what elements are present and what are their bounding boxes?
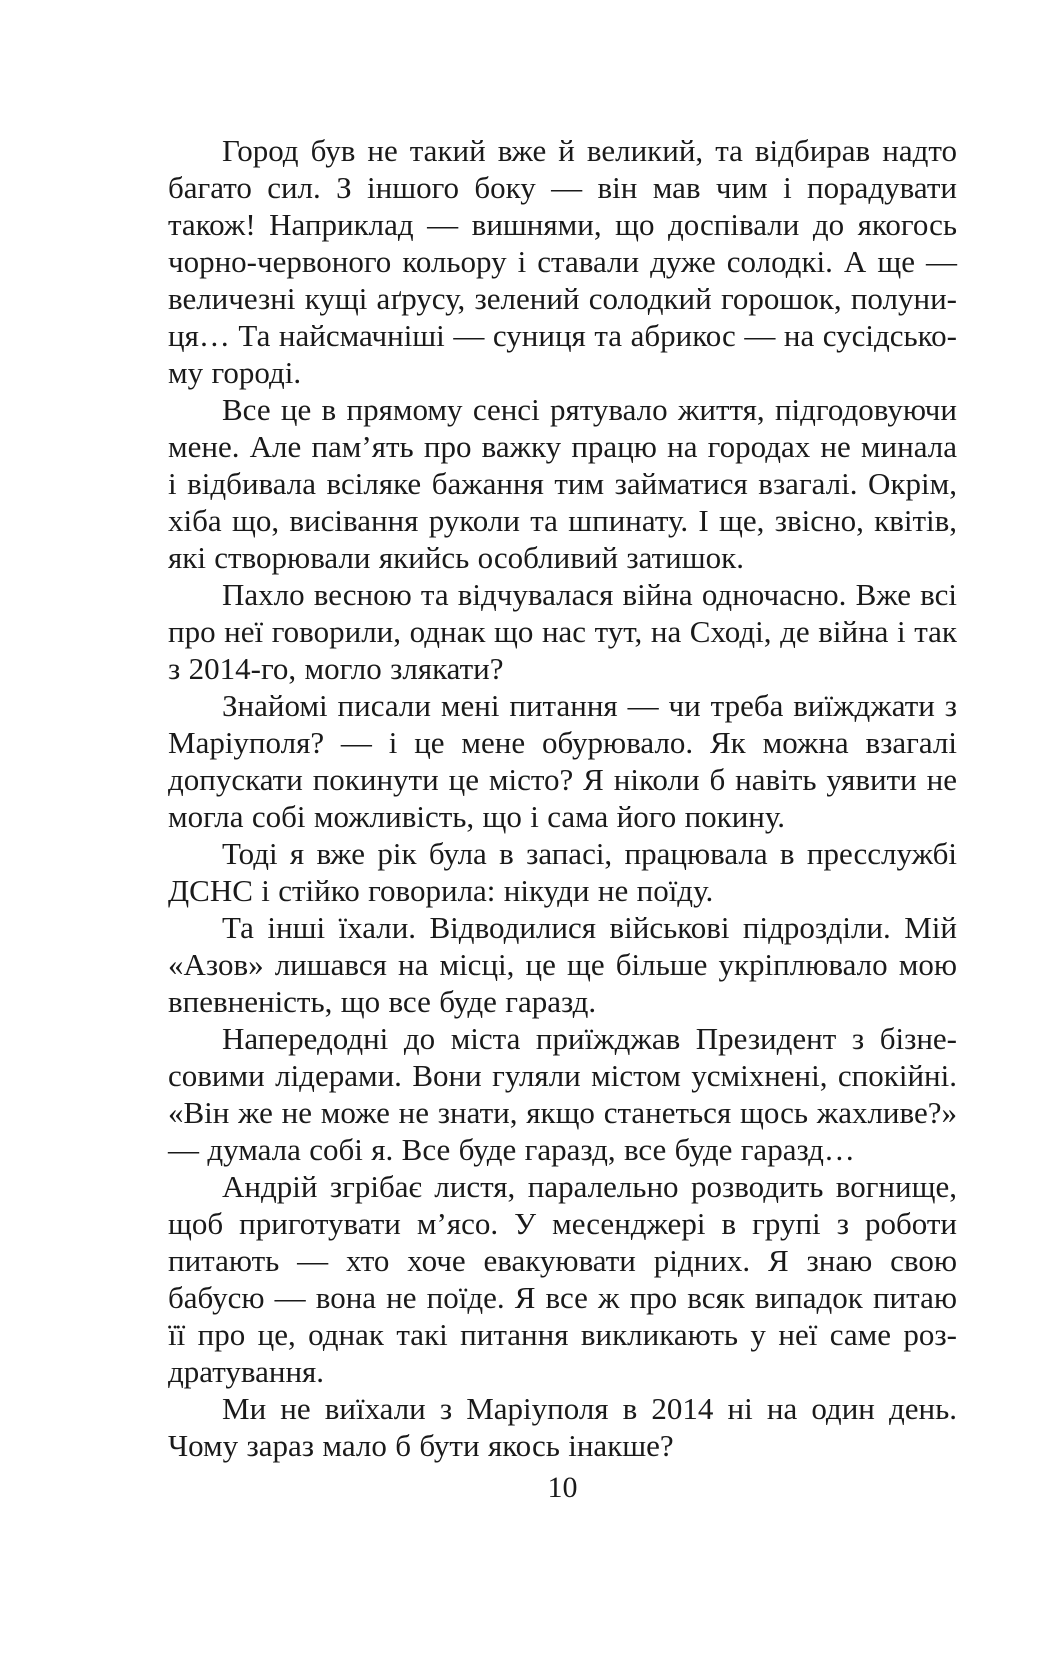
paragraph-9: Ми не виїхали з Маріуполя в 2014 ні на один день. Чому зараз мало б бути якось інакше? <box>168 1391 957 1463</box>
page-number: 10 <box>547 1471 578 1504</box>
text-block <box>168 132 957 1464</box>
paragraph-2: Все це в прямому сенсі рятувало життя, підгодовуючи мене. Але пам’ять про важку працю на городах не минала і відбивала всіляке бажання тим займатися взагалі. Окрім, хіба що, висівання руколи та шпинату. І ще, звісно, квітів, які створювали якийсь особливий затишок. <box>168 392 957 575</box>
paragraph-8: Андрій згрібає листя, паралельно розводить вогнище, щоб приготувати м’ясо. У месенджері в групі з роботи питають — хто хоче евакуювати рідних. Я знаю свою бабусю — вона не поїде. Я все ж про всяк випадок питаю її про це, однак такі питання викликають у неї саме роздратування. <box>168 1169 957 1389</box>
paragraph-4: Знайомі писали мені питання — чи треба виїжджати з Маріуполя? — і це мене обурювало. Як можна взагалі допускати покинути це місто? Я ніколи б навіть уявити не могла собі можливість, що і сама його покину. <box>168 688 957 834</box>
paragraph-1: Город був не такий вже й великий, та відбирав надто багато сил. З іншого боку — він мав чим і порадувати також! Наприклад — вишнями, що доспівали до якогось чорно-червоного кольору і ставали дуже солодкі. А ще — величезні кущі аґрусу, зелений солодкий горошок, полуниця… Та найсмачніші — суниця та абрикос — на сусідському городі. <box>168 133 957 390</box>
paragraph-5: Тоді я вже рік була в запасі, працювала в пресслужбі ДСНС і стійко говорила: нікуди не поїду. <box>168 836 957 908</box>
paragraph-3: Пахло весною та відчувалася війна одночасно. Вже всі про неї говорили, однак що нас тут, на Сході, де війна і так з 2014-го, могло злякати? <box>168 577 957 686</box>
paragraph-6: Та інші їхали. Відводилися військові підрозділи. Мій «Азов» лишався на місці, це ще більше укріплювало мою впевненість, що все буде гаразд. <box>168 910 957 1019</box>
paragraph-7: Напередодні до міста приїжджав Президент з бізнесовими лідерами. Вони гуляли містом усміхнені, спокійні. «Він же не може не знати, якщо станеться щось жахливе?» — думала собі я. Все буде гаразд, все буде гаразд… <box>168 1021 957 1167</box>
